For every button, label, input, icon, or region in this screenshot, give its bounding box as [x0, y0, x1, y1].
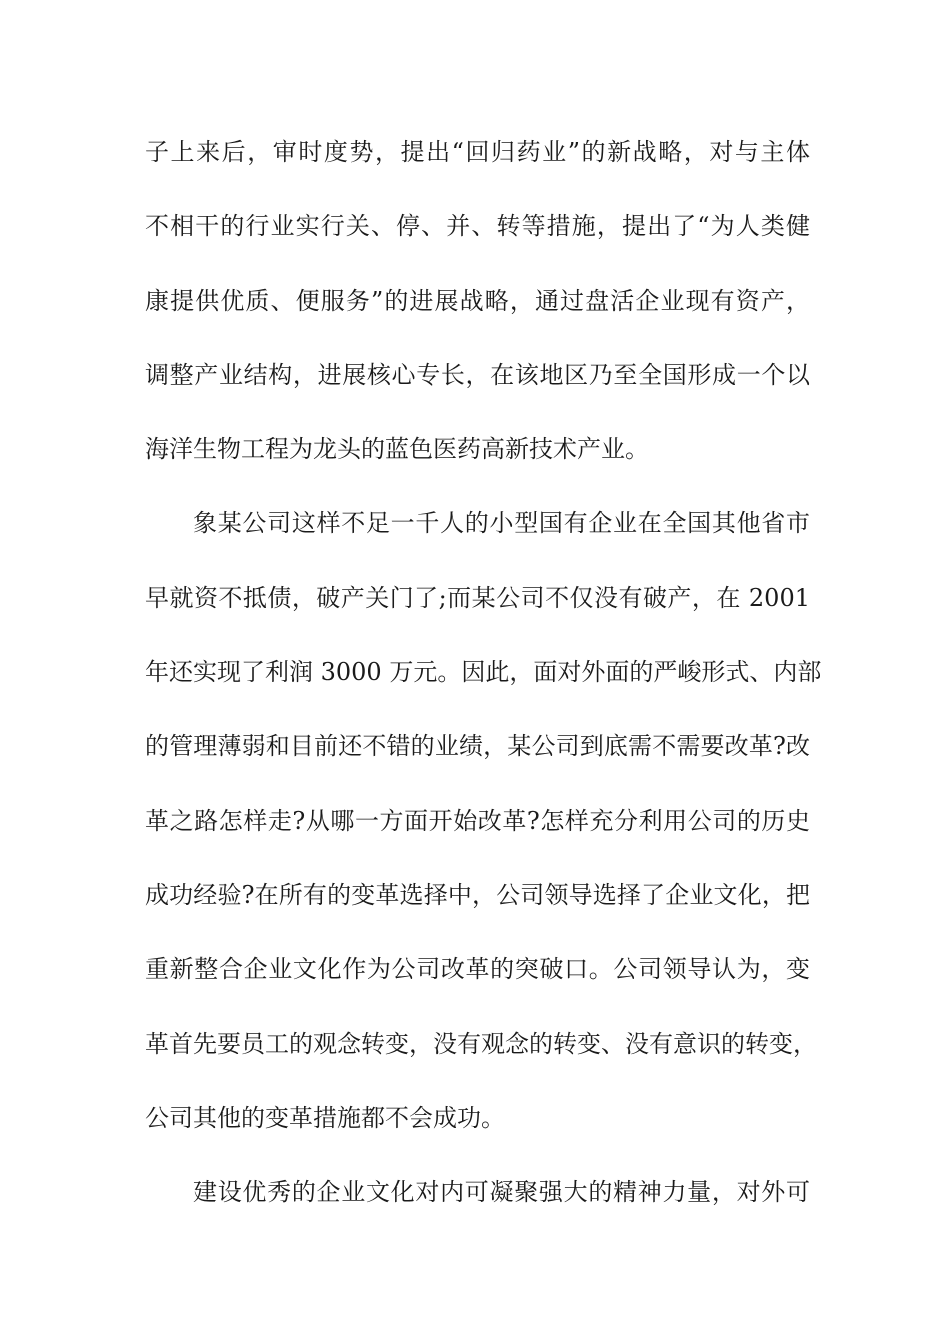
text-line: 海洋生物工程为龙头的蓝色医药高新技术产业。: [145, 435, 649, 464]
text-line: 康提供优质、便服务”的进展战略，通过盘活企业现有资产，: [145, 286, 810, 315]
text-line: 重新整合企业文化作为公司改革的突破口。公司领导认为，变: [145, 955, 810, 984]
text-line: 公司其他的变革措施都不会成功。: [145, 1103, 505, 1132]
text-line: 象某公司这样不足一千人的小型国有企业在全国其他省市: [193, 509, 810, 538]
text-line: 年还实现了利润 3000 万元。因此，面对外面的严峻形式、内部: [145, 658, 822, 687]
text-line: 革首先要员工的观念转变，没有观念的转变、没有意识的转变，: [145, 1029, 817, 1058]
text-line: 建设优秀的企业文化对内可凝聚强大的精神力量，对外可: [193, 1178, 810, 1207]
text-line: 成功经验?在所有的变革选择中，公司领导选择了企业文化，把: [145, 880, 810, 909]
text-line: 的管理薄弱和目前还不错的业绩，某公司到底需不需要改革?改: [145, 732, 810, 761]
text-line: 不相干的行业实行关、停、并、转等措施，提出了“为人类健: [145, 212, 810, 241]
text-line: 调整产业结构，进展核心专长，在该地区乃至全国形成一个以: [145, 360, 810, 389]
text-line: 子上来后，审时度势，提出“回归药业”的新战略，对与主体: [145, 138, 810, 166]
body-text: [145, 128, 822, 1242]
text-line: 早就资不抵债，破产关门了;而某公司不仅没有破产，在 2001: [145, 583, 810, 612]
text-line: 革之路怎样走?从哪一方面开始改革?怎样充分利用公司的历史: [145, 806, 810, 835]
